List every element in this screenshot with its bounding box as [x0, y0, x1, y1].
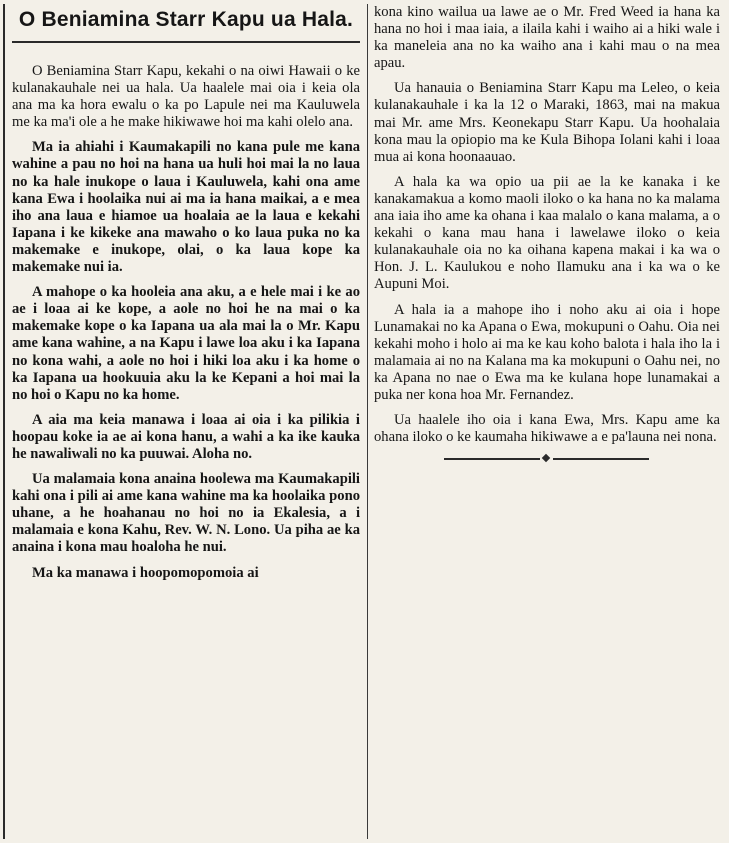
article-headline: O Beniamina Starr Kapu ua Hala.: [18, 8, 354, 31]
right-column: [374, 4, 720, 464]
paragraph-election: A hala ia a mahope iho i noho aku ai oia i hope Lunamakai no ka Apana o Ewa, mokupuni o Oahu. Oia nei kekahi moho i holo ai ma ke kau koho balota i hala iho la i malamaia ai no na Kalana ma ka mokupuni o Oahu nei, no ka Apana no nae o Ewa ma ke kulana hope lunamakai a puka ner kona hoa Mr. Fernandez.: [374, 301, 720, 403]
end-ornament: [374, 454, 720, 464]
paragraph-evening: Ma ia ahiahi i Kaumakapili no kana pule me kana wahine a pau no hoi na hana ua huli hoi mai la no laua no ka hale inukope o laua i Kauluwela, kahi ona ame kana Ewa i hoolaika nui ai ma ia hana maikai, a e mea iho ana laua e hiamoe ua hoalaia ae la laua e kekahi Iapana i ke kikeke ana mawaho o ko laua puka no ka makemake e inukope, olai, o ka laua kope ka makemake nui ia.: [12, 139, 360, 276]
bold-section: [12, 139, 360, 581]
paragraph-embalming-start: Ma ka manawa i hoopomopomoia ai: [32, 564, 259, 581]
paragraph-death: A aia ma keia manawa i loaa ai oia i ka pilikia i hoopau koke ia ae ai kona hanu, a wahi a ka ike kauka he nawaliwali no ka puuwai. Aloha no.: [12, 411, 360, 462]
column-divider: [367, 4, 368, 839]
left-column: [12, 4, 360, 590]
paragraph-funeral: Ua malamaia kona anaina hoolewa ma Kaumakapili kahi ona i pili ai ame kana wahine ma ka hoolaika pono uhane, a he hoahanau no hoi no ia Ekalesia, a i malamaia e kona Kahu, Rev. W. N. Lono. Ua piha ae ka anaina i kona mau hoaloha he nui.: [12, 471, 360, 556]
paragraph-career: A hala ka wa opio ua pii ae la ke kanaka i ke kanakamakua a komo maoli iloko o ka hana no ka malama ana iaia iho ame ka ohana i kaa malalo o kana malama, a o kekahi o kana mau hana i lawelawe iloko o keia kulanakauhale oia no ka oihana kapena makai i ka wa o Hon. J. L. Kaulukou e noho Ilamuku ana i ka wa o ke Aupuni Moi.: [374, 173, 720, 293]
column-border-left: [3, 4, 5, 839]
headline-rule: [12, 41, 360, 43]
paragraph-birth: Ua hanauia o Beniamina Starr Kapu ma Leleo, o keia kulanakauhale i ka la 12 o Maraki, 1863, mai na makua mai Mr. ame Mrs. Keonekapu Starr Kapu. Ua hoohalaia kona mau la opiopio ma ke Kula Bihopa Iolani kahi i loaa mua ai kona hoonaauao.: [374, 80, 720, 165]
paragraph-continuation: kona kino wailua ua lawe ae o Mr. Fred Weed ia hana ka hana no hoi i maa iaia, a ilaila kahi i waiho ai a hiki wale i ka maneleia ana no ka waiho ana i kahi mau o na mea apau.: [374, 4, 720, 72]
paragraph-japanese-visitor: A mahope o ka hooleia ana aku, a e hele mai i ke ao ae i loaa ai ke kope, a aole no hoi he na mai o ka makemake kope o ka Iapana ua ala mai la o Mr. Kapu ame kana wahine, a na Kapu i lawe loa aku i ka Iapana no kona wahi, a aole no hoi i hiki loa aku i ka home o ka Iapana ua hookuuia aku la ke Kepani a hoi mai la no hoi o Kapu no ka home.: [12, 284, 360, 403]
paragraph-intro: O Beniamina Starr Kapu, kekahi o na oiwi Hawaii o ke kulanakauhale nei ua hala. Ua haalele mai oia i keia ola ana ma ka hora ewalu o ka po Lapule nei ma Kauluwela me ka ma'i ole a he make hikiwawe hoi ma kahi olelo ana.: [12, 63, 360, 131]
paragraph-survivors: Ua haalele iho oia i kana Ewa, Mrs. Kapu ame ka ohana iloko o ke kaumaha hikiwawe a e pa'launa nei nona.: [374, 412, 720, 446]
